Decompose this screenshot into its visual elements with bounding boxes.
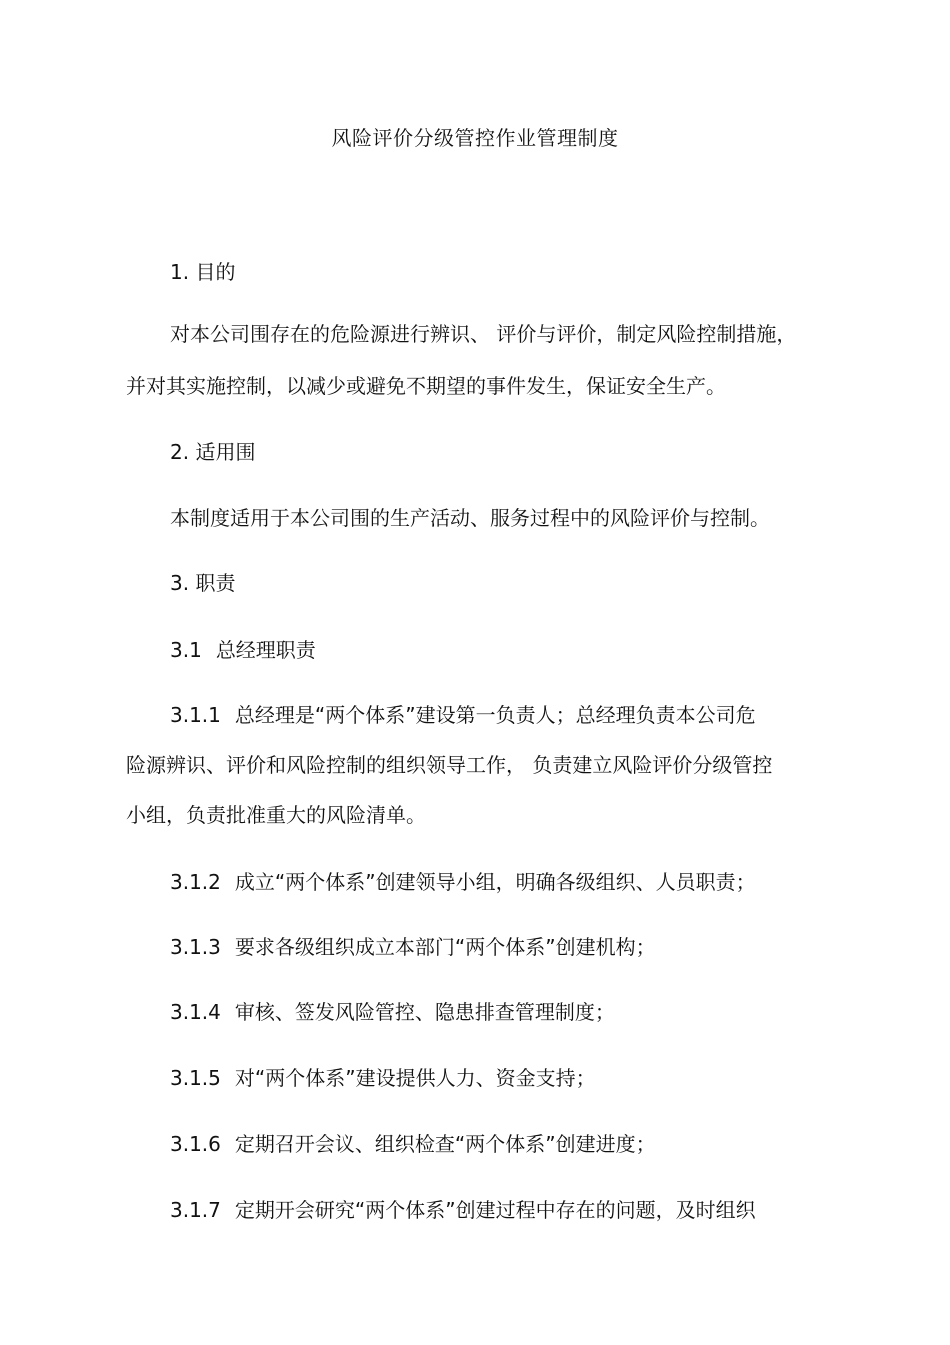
clause-number: 3.1.4 [170,1000,221,1024]
clause-3-1-1-line-1 [170,701,756,729]
clause-3-1-5 [170,1064,596,1092]
document-title: 风险评价分级管控作业管理制度 [331,126,619,150]
clause-number: 3.1.1 [170,703,221,727]
section-3-1-heading [170,636,316,664]
section-1-paragraph-line-1: 对本公司围存在的危险源进行辨识、 评价与评价，制定风险控制措施， [170,322,797,346]
clause-number: 3.1 [170,638,202,662]
section-2-heading: 2. 适用围 [170,440,256,464]
clause-3-1-3 [170,933,656,961]
clause-text: 定期召开会议、组织检查“两个体系”创建进度； [234,1132,656,1156]
clause-number: 3.1.5 [170,1066,221,1090]
clause-text: 要求各级组织成立本部门“两个体系”创建机构； [234,935,656,959]
section-2-paragraph: 本制度适用于本公司围的生产活动、服务过程中的风险评价与控制。 [170,506,770,530]
clause-3-1-6 [170,1130,656,1158]
clause-number: 3.1.2 [170,870,221,894]
clause-text: 总经理职责 [215,638,316,662]
clause-3-1-2 [170,868,756,896]
clause-3-1-4 [170,998,615,1026]
section-3-heading: 3. 职责 [170,571,236,595]
section-1-paragraph-line-2: 并对其实施控制，以减少或避免不期望的事件发生，保证安全生产。 [126,374,726,398]
clause-3-1-1-line-2: 险源辨识、评价和风险控制的组织领导工作， 负责建立风险评价分级管控 [126,753,773,777]
clause-text: 审核、签发风险管控、隐患排查管理制度； [234,1000,615,1024]
clause-number: 3.1.6 [170,1132,221,1156]
clause-number: 3.1.3 [170,935,221,959]
clause-number: 3.1.7 [170,1198,221,1222]
section-1-heading: 1. 目的 [170,260,236,284]
clause-text: 对“两个体系”建设提供人力、资金支持； [234,1066,596,1090]
clause-text: 定期开会研究“两个体系”创建过程中存在的问题，及时组织 [234,1198,756,1222]
clause-text: 总经理是“两个体系”建设第一负责人；总经理负责本公司危 [234,703,756,727]
clause-3-1-7 [170,1196,756,1224]
clause-3-1-1-line-3: 小组，负责批准重大的风险清单。 [126,803,426,827]
clause-text: 成立“两个体系”创建领导小组，明确各级组织、人员职责； [234,870,756,894]
